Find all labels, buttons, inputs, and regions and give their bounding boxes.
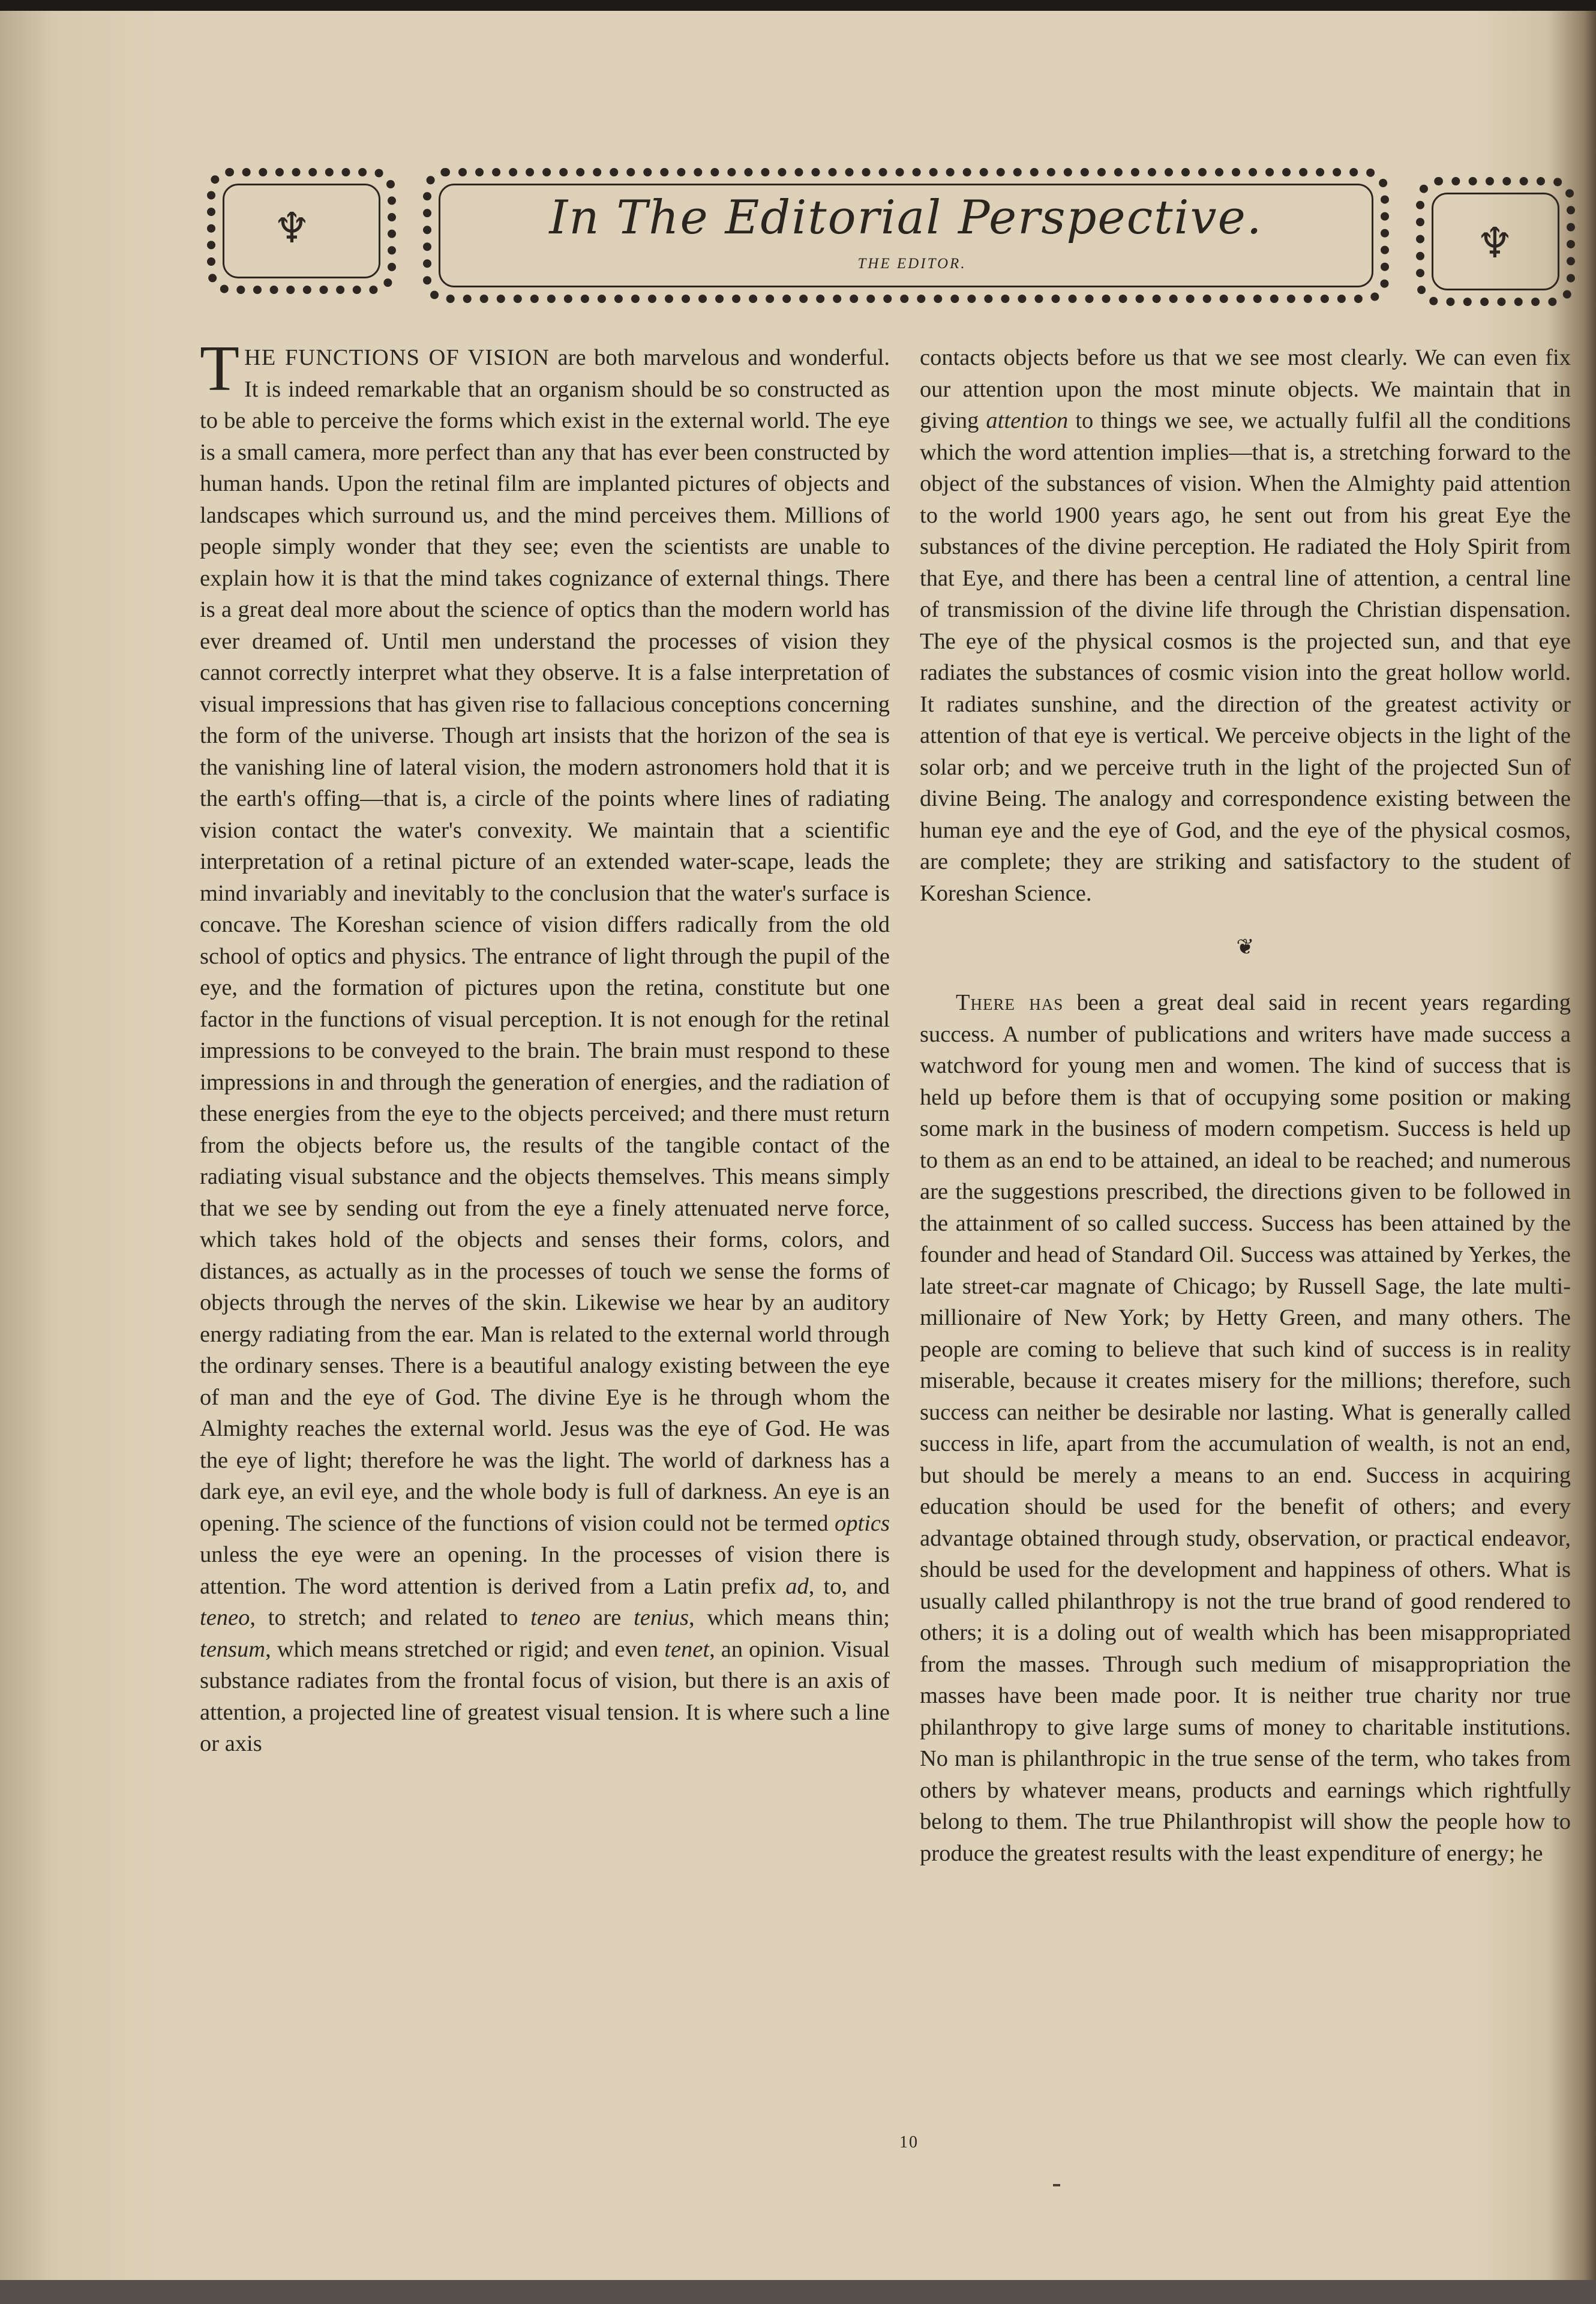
italic-term: tenet (664, 1636, 710, 1662)
paragraph (200, 333, 890, 1760)
italic-term: tensum (200, 1636, 266, 1662)
scan-top-edge (0, 0, 1596, 11)
eagle-icon: ♆ (1476, 218, 1514, 268)
italic-term: teneo (530, 1605, 581, 1630)
scan-bottom-edge (0, 2280, 1596, 2304)
body-text: , which means stretched or rigid; and even (265, 1636, 665, 1662)
body-text: , which means thin; (689, 1605, 890, 1630)
body-text: , to stretch; and related to (250, 1605, 531, 1630)
italic-term: optics (835, 1510, 890, 1536)
paragraph (920, 987, 1571, 1869)
drop-cap: T (200, 333, 239, 404)
body-text: are both marvelous and wonderful. It is indeed remarkable that an organism should be so constructed as to be able to perceive the forms which exist in the external world. The eye is a small camera, more perfect than any that has ever been constructed by human hands. Upon the retinal film are implanted pictures of objects and landscapes which surround us, and the mind perceives them. Millions of people simply wonder that they see; even the scientists are unable to explain how it is that the mind takes cognizance of external things. There is a great deal more about the science of optics than the modern world has ever dreamed of. Until men understand the processes of vision they cannot correctly interpret what they observe. It is a false interpretation of visual impressions that has given rise to fallacious conceptions concerning the form of the universe. Though art insists that the horizon of the sea is the vanishing line of lateral vision, the modern astronomers hold that it is the earth's offing—that is, a circle of the points where lines of radiating vision contact the water's convexity. We maintain that a scientific interpretation of a retinal picture of an extended water-scape, leads the mind invariably and inevitably to the conclusion that the water's surface is concave. The Koreshan science of vision differs radically from the old school of optics and physics. The entrance of light through the pupil of the eye, and the formation of pictures upon the retina, constitute but one factor in the functions of visual perception. It is not enough for the retinal impressions to be conveyed to the brain. The brain must respond to these impressions in and through the generation of energies, and the radiation of these energies from the eye to the objects perceived; and there must return from the objects before us, the results of the tangible contact of the radiating visual substance and the objects themselves. This means simply that we see by sending out from the eye a finely attenuated nerve force, which takes hold of the objects and senses their forms, colors, and distances, as actually as in the processes of touch we sense the forms of objects through the nerves of the skin. Likewise we hear by an auditory energy radiating from the ear. Man is related to the external world through the ordinary senses. There is a beautiful analogy existing between the eye of man and the eye of God. The divine Eye is he through whom the Almighty reaches the external world. Jesus was the eye of God. He was the eye of light; therefore he was the light. The world of darkness has a dark eye, an evil eye, and the whole body is full of darkness. An eye is an opening. The science of the functions of vision could not be termed (200, 345, 890, 1536)
italic-term: teneo (200, 1605, 250, 1630)
page-title: In The Editorial Perspective. (549, 191, 1263, 245)
paragraph (920, 342, 1571, 909)
body-text: to things we see, we actually fulfil all the conditions which the word attention implies—that is, a stretching forward to the object of the substances of vision. When the Almighty paid attention to the world 1900 years ago, he sent out from his great Eye the substances of the divine perception. He radiated the Holy Spirit from that Eye, and there has been a central line of attention, a central line of transmission of the divine life through the Christian dispensation. The eye of the physical cosmos is the projected sun, and that eye radiates the substances of cosmic vision into the great hollow world. It radiates sunshine, and the direction of the greatest activity or attention of that eye is vertical. We perceive objects in the light of the solar orb; and we perceive truth in the light of the projected Sun of divine Being. The analogy and correspondence existing between the human eye and the eye of God, and the eye of the physical cosmos, are complete; they are striking and satisfactory to the student of Koreshan Science. (920, 408, 1571, 906)
section-divider-icon: ❦ (1236, 935, 1255, 959)
body-text: unless the eye were an opening. In the processes of vision there is attention. The word attention is derived from a Latin prefix (200, 1542, 890, 1599)
italic-term: tenius (634, 1605, 689, 1630)
byline: THE EDITOR. (857, 256, 967, 272)
body-text: , to, and (808, 1573, 890, 1599)
body-text: are (580, 1605, 634, 1630)
italic-term: attention (986, 408, 1069, 433)
body-text: been a great deal said in recent years regarding success. A number of publications and writers have made success a watchword for young men and women. The kind of success that is held up before them is that of occupying some position or making some mark in the business of modern competism. Success is held up to them as an end to be attained, an ideal to be reached; and numerous are the suggestions prescribed, the directions given to be followed in the attainment of so called success. Success has been attained by the founder and head of Standard Oil. Success was attained by Yerkes, the late street-car magnate of Chicago; by Russell Sage, the late multi-millionaire of New York; by Hetty Green, and many others. The people are coming to believe that such kind of success is in reality miserable, because it creates misery for the millions; therefore, such success can neither be desirable nor lasting. What is generally called success in life, apart from the accumulation of wealth, is not an end, but should be merely a means to an end. Success in acquiring education should be used for the benefit of others; and every advantage obtained through study, observation, or practical endeavor, should be used for the development and happiness of others. What is usually called philanthropy is not the true brand of good rendered to others; it is a doling out of wealth which has been misappropriated from the masses. Through such medium of misappropriation the masses have been made poor. It is neither true charity nor true philanthropy to give large sums of money to charitable institutions. No man is philanthropic in the true sense of the term, who takes from others by whatever means, products and earnings which rightfully belong to them. The true Philanthropist will show the people how to produce the greatest results with the least expenditure of energy; he (920, 990, 1571, 1866)
body-text: , an opinion. Visual substance radiates from the frontal focus of vision, but there is an axis of attention, a projected line of greatest visual tension. It is where such a line or axis (200, 1636, 890, 1756)
lead-in: There has (956, 990, 1064, 1015)
body-text: contacts objects before us that we see most clearly. We can even fix our attention upon the most minute objects. We maintain that in giving (920, 345, 1571, 433)
eagle-icon: ♆ (273, 203, 311, 253)
scan-speck (1053, 2184, 1060, 2186)
italic-term: ad (785, 1573, 809, 1599)
article-column-left (200, 333, 890, 1760)
article-column-right (920, 342, 1571, 1869)
page-number: 10 (899, 2133, 919, 2152)
lead-in: HE FUNCTIONS OF VISION (244, 345, 550, 370)
